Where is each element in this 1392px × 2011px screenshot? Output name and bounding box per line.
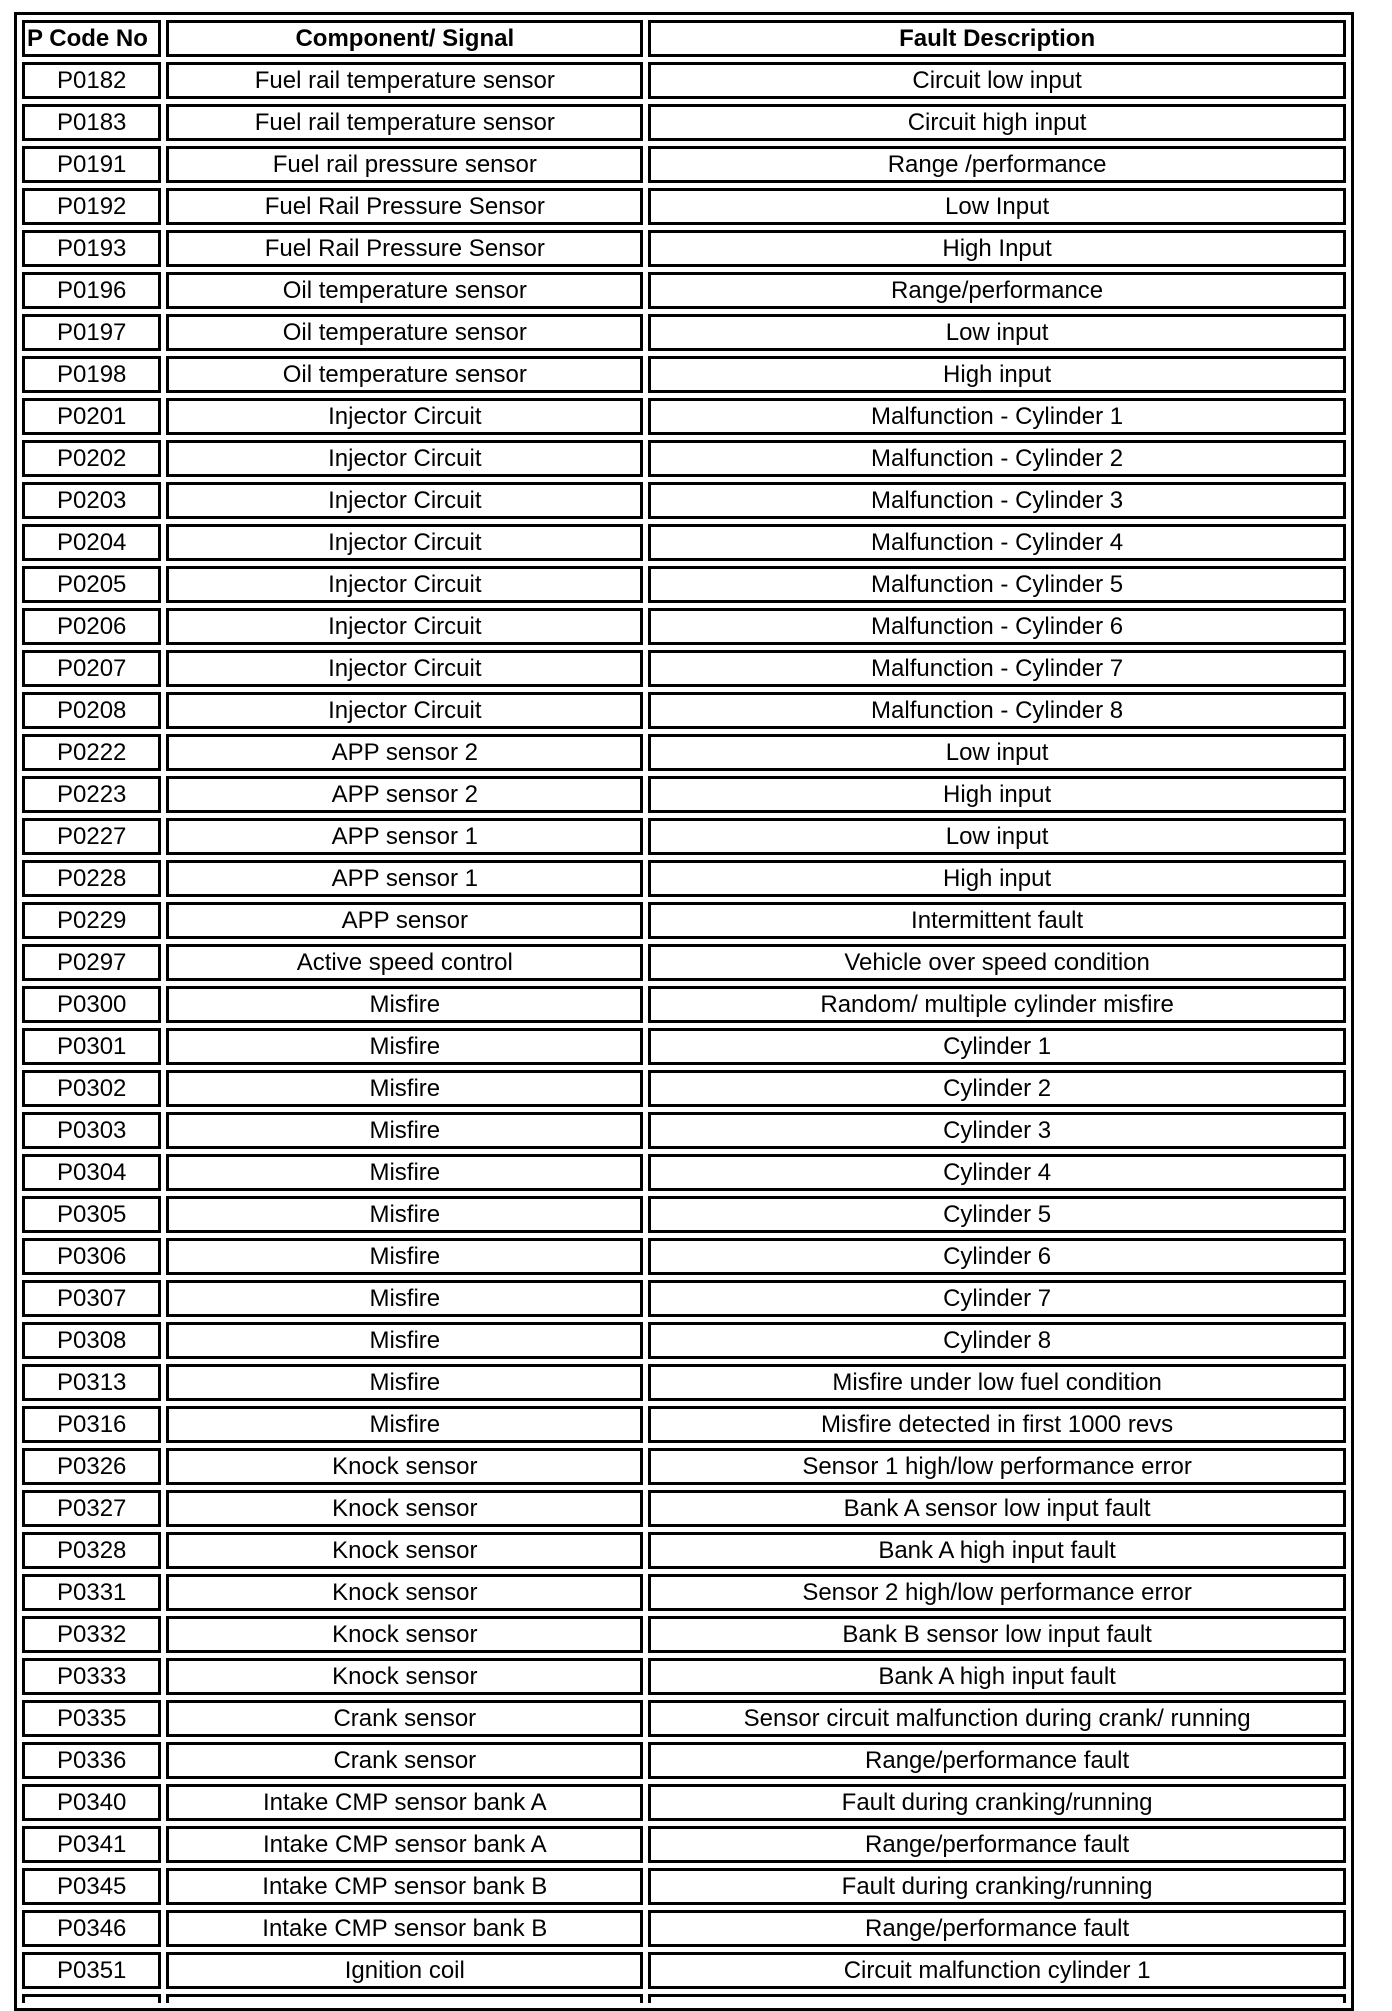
cell-description: Range/performance fault bbox=[648, 1742, 1346, 1779]
table-row bbox=[22, 1700, 1346, 1737]
cell-description: Range /performance bbox=[648, 146, 1346, 183]
cell-component: Injector Circuit bbox=[166, 440, 643, 477]
cell-component: Injector Circuit bbox=[166, 398, 643, 435]
cell-component: Misfire bbox=[166, 1070, 643, 1107]
cell-description: Cylinder 5 bbox=[648, 1196, 1346, 1233]
cell-code: P0307 bbox=[22, 1280, 161, 1317]
table-row bbox=[22, 1826, 1346, 1863]
cell-code: P0332 bbox=[22, 1616, 161, 1653]
cell-description: Malfunction - Cylinder 2 bbox=[648, 440, 1346, 477]
cell-component: Fuel rail temperature sensor bbox=[166, 62, 643, 99]
cell-code: P0340 bbox=[22, 1784, 161, 1821]
table-row bbox=[22, 1742, 1346, 1779]
cell-description: Vehicle over speed condition bbox=[648, 944, 1346, 981]
fault-code-table bbox=[14, 12, 1354, 2011]
cell-code: P0327 bbox=[22, 1490, 161, 1527]
empty-cell bbox=[648, 1994, 1346, 2003]
cell-code: P0203 bbox=[22, 482, 161, 519]
cell-description: High input bbox=[648, 356, 1346, 393]
cell-code: P0228 bbox=[22, 860, 161, 897]
cell-component: Misfire bbox=[166, 1280, 643, 1317]
cell-component: Knock sensor bbox=[166, 1658, 643, 1695]
cell-code: P0206 bbox=[22, 608, 161, 645]
cell-component: Injector Circuit bbox=[166, 608, 643, 645]
cell-description: Bank B sensor low input fault bbox=[648, 1616, 1346, 1653]
table-row bbox=[22, 1490, 1346, 1527]
cell-component: Intake CMP sensor bank B bbox=[166, 1868, 643, 1905]
table-row bbox=[22, 1952, 1346, 1989]
cell-description: Bank A sensor low input fault bbox=[648, 1490, 1346, 1527]
cell-code: P0229 bbox=[22, 902, 161, 939]
cell-component: APP sensor 1 bbox=[166, 860, 643, 897]
cell-description: Low input bbox=[648, 314, 1346, 351]
cell-component: Misfire bbox=[166, 1112, 643, 1149]
table-row bbox=[22, 692, 1346, 729]
table-row bbox=[22, 944, 1346, 981]
cell-description: Malfunction - Cylinder 8 bbox=[648, 692, 1346, 729]
cell-code: P0345 bbox=[22, 1868, 161, 1905]
cell-code: P0306 bbox=[22, 1238, 161, 1275]
table-row bbox=[22, 1784, 1346, 1821]
table-row bbox=[22, 440, 1346, 477]
cell-component: Knock sensor bbox=[166, 1448, 643, 1485]
cell-code: P0183 bbox=[22, 104, 161, 141]
cell-code: P0351 bbox=[22, 1952, 161, 1989]
cell-component: Misfire bbox=[166, 986, 643, 1023]
cell-description: Malfunction - Cylinder 5 bbox=[648, 566, 1346, 603]
cell-component: Misfire bbox=[166, 1154, 643, 1191]
table-row bbox=[22, 482, 1346, 519]
table-row bbox=[22, 188, 1346, 225]
cell-description: Range/performance fault bbox=[648, 1910, 1346, 1947]
cell-code: P0305 bbox=[22, 1196, 161, 1233]
cell-code: P0208 bbox=[22, 692, 161, 729]
cell-description: Fault during cranking/running bbox=[648, 1868, 1346, 1905]
table-row bbox=[22, 1028, 1346, 1065]
cell-code: P0346 bbox=[22, 1910, 161, 1947]
table-row-continuation bbox=[22, 1994, 1346, 2003]
header-component: Component/ Signal bbox=[166, 20, 643, 57]
cell-component: Intake CMP sensor bank B bbox=[166, 1910, 643, 1947]
table-row bbox=[22, 1406, 1346, 1443]
cell-code: P0201 bbox=[22, 398, 161, 435]
table-row bbox=[22, 1910, 1346, 1947]
table-row bbox=[22, 818, 1346, 855]
table-row bbox=[22, 1532, 1346, 1569]
cell-code: P0328 bbox=[22, 1532, 161, 1569]
table-row bbox=[22, 1448, 1346, 1485]
cell-component: Misfire bbox=[166, 1028, 643, 1065]
cell-component: Misfire bbox=[166, 1196, 643, 1233]
cell-component: Fuel rail pressure sensor bbox=[166, 146, 643, 183]
cell-code: P0326 bbox=[22, 1448, 161, 1485]
table-row bbox=[22, 1574, 1346, 1611]
cell-component: Ignition coil bbox=[166, 1952, 643, 1989]
cell-component: Injector Circuit bbox=[166, 482, 643, 519]
cell-code: P0196 bbox=[22, 272, 161, 309]
cell-code: P0205 bbox=[22, 566, 161, 603]
cell-code: P0301 bbox=[22, 1028, 161, 1065]
cell-description: Cylinder 1 bbox=[648, 1028, 1346, 1065]
cell-description: Cylinder 3 bbox=[648, 1112, 1346, 1149]
cell-description: Low Input bbox=[648, 188, 1346, 225]
cell-description: Misfire under low fuel condition bbox=[648, 1364, 1346, 1401]
cell-code: P0207 bbox=[22, 650, 161, 687]
table-row bbox=[22, 650, 1346, 687]
table-row bbox=[22, 1154, 1346, 1191]
cell-description: Sensor 2 high/low performance error bbox=[648, 1574, 1346, 1611]
cell-description: Malfunction - Cylinder 6 bbox=[648, 608, 1346, 645]
cell-component: Misfire bbox=[166, 1238, 643, 1275]
table-row bbox=[22, 1868, 1346, 1905]
cell-code: P0192 bbox=[22, 188, 161, 225]
cell-code: P0182 bbox=[22, 62, 161, 99]
cell-code: P0297 bbox=[22, 944, 161, 981]
cell-description: Circuit high input bbox=[648, 104, 1346, 141]
cell-description: Range/performance fault bbox=[648, 1826, 1346, 1863]
table-body bbox=[22, 62, 1346, 2003]
cell-description: Misfire detected in first 1000 revs bbox=[648, 1406, 1346, 1443]
table-row bbox=[22, 230, 1346, 267]
table-row bbox=[22, 734, 1346, 771]
table-row bbox=[22, 524, 1346, 561]
cell-code: P0223 bbox=[22, 776, 161, 813]
empty-cell bbox=[166, 1994, 643, 2003]
cell-description: Low input bbox=[648, 818, 1346, 855]
cell-description: Cylinder 4 bbox=[648, 1154, 1346, 1191]
cell-code: P0198 bbox=[22, 356, 161, 393]
cell-component: APP sensor 2 bbox=[166, 776, 643, 813]
cell-component: Fuel Rail Pressure Sensor bbox=[166, 230, 643, 267]
cell-description: Bank A high input fault bbox=[648, 1532, 1346, 1569]
cell-code: P0193 bbox=[22, 230, 161, 267]
table-row bbox=[22, 1112, 1346, 1149]
cell-code: P0336 bbox=[22, 1742, 161, 1779]
cell-component: Misfire bbox=[166, 1406, 643, 1443]
cell-description: Low input bbox=[648, 734, 1346, 771]
cell-description: High input bbox=[648, 776, 1346, 813]
table-header-row bbox=[22, 20, 1346, 57]
cell-component: Intake CMP sensor bank A bbox=[166, 1784, 643, 1821]
cell-code: P0341 bbox=[22, 1826, 161, 1863]
cell-code: P0202 bbox=[22, 440, 161, 477]
cell-description: Bank A high input fault bbox=[648, 1658, 1346, 1695]
cell-component: APP sensor 1 bbox=[166, 818, 643, 855]
table-row bbox=[22, 1070, 1346, 1107]
cell-component: APP sensor 2 bbox=[166, 734, 643, 771]
cell-description: Cylinder 7 bbox=[648, 1280, 1346, 1317]
table-row bbox=[22, 314, 1346, 351]
table-row bbox=[22, 272, 1346, 309]
table-row bbox=[22, 1322, 1346, 1359]
cell-code: P0333 bbox=[22, 1658, 161, 1695]
cell-description: Malfunction - Cylinder 4 bbox=[648, 524, 1346, 561]
table-row bbox=[22, 1196, 1346, 1233]
cell-description: Sensor 1 high/low performance error bbox=[648, 1448, 1346, 1485]
table-row bbox=[22, 1658, 1346, 1695]
cell-component: Knock sensor bbox=[166, 1490, 643, 1527]
cell-description: High Input bbox=[648, 230, 1346, 267]
table-row bbox=[22, 1364, 1346, 1401]
cell-component: Injector Circuit bbox=[166, 650, 643, 687]
cell-component: Intake CMP sensor bank A bbox=[166, 1826, 643, 1863]
cell-component: Knock sensor bbox=[166, 1532, 643, 1569]
table-row bbox=[22, 986, 1346, 1023]
table-row bbox=[22, 1616, 1346, 1653]
cell-code: P0300 bbox=[22, 986, 161, 1023]
cell-code: P0303 bbox=[22, 1112, 161, 1149]
table-row bbox=[22, 104, 1346, 141]
cell-description: Range/performance bbox=[648, 272, 1346, 309]
table-row bbox=[22, 776, 1346, 813]
cell-description: Cylinder 8 bbox=[648, 1322, 1346, 1359]
cell-component: Misfire bbox=[166, 1364, 643, 1401]
cell-description: High input bbox=[648, 860, 1346, 897]
table-row bbox=[22, 146, 1346, 183]
table-row bbox=[22, 1280, 1346, 1317]
cell-code: P0222 bbox=[22, 734, 161, 771]
cell-code: P0335 bbox=[22, 1700, 161, 1737]
cell-component: Fuel rail temperature sensor bbox=[166, 104, 643, 141]
cell-component: Knock sensor bbox=[166, 1574, 643, 1611]
cell-description: Sensor circuit malfunction during crank/ running bbox=[648, 1700, 1346, 1737]
cell-code: P0302 bbox=[22, 1070, 161, 1107]
cell-component: Misfire bbox=[166, 1322, 643, 1359]
header-description: Fault Description bbox=[648, 20, 1346, 57]
cell-code: P0304 bbox=[22, 1154, 161, 1191]
cell-component: Active speed control bbox=[166, 944, 643, 981]
cell-component: Oil temperature sensor bbox=[166, 314, 643, 351]
cell-code: P0197 bbox=[22, 314, 161, 351]
table-row bbox=[22, 356, 1346, 393]
cell-code: P0227 bbox=[22, 818, 161, 855]
cell-component: Knock sensor bbox=[166, 1616, 643, 1653]
cell-code: P0316 bbox=[22, 1406, 161, 1443]
cell-component: Injector Circuit bbox=[166, 566, 643, 603]
table-row bbox=[22, 566, 1346, 603]
cell-description: Malfunction - Cylinder 1 bbox=[648, 398, 1346, 435]
cell-component: Oil temperature sensor bbox=[166, 356, 643, 393]
empty-cell bbox=[22, 1994, 161, 2003]
cell-component: Injector Circuit bbox=[166, 692, 643, 729]
table-row bbox=[22, 62, 1346, 99]
cell-component: APP sensor bbox=[166, 902, 643, 939]
cell-code: P0204 bbox=[22, 524, 161, 561]
cell-description: Circuit malfunction cylinder 1 bbox=[648, 1952, 1346, 1989]
cell-code: P0331 bbox=[22, 1574, 161, 1611]
header-code: P Code No bbox=[22, 20, 161, 57]
cell-description: Malfunction - Cylinder 3 bbox=[648, 482, 1346, 519]
cell-component: Crank sensor bbox=[166, 1700, 643, 1737]
cell-component: Crank sensor bbox=[166, 1742, 643, 1779]
table-row bbox=[22, 398, 1346, 435]
cell-code: P0313 bbox=[22, 1364, 161, 1401]
cell-code: P0308 bbox=[22, 1322, 161, 1359]
cell-description: Circuit low input bbox=[648, 62, 1346, 99]
table-row bbox=[22, 608, 1346, 645]
cell-component: Injector Circuit bbox=[166, 524, 643, 561]
table-row bbox=[22, 1238, 1346, 1275]
cell-description: Malfunction - Cylinder 7 bbox=[648, 650, 1346, 687]
cell-description: Cylinder 2 bbox=[648, 1070, 1346, 1107]
cell-code: P0191 bbox=[22, 146, 161, 183]
cell-component: Fuel Rail Pressure Sensor bbox=[166, 188, 643, 225]
table-row bbox=[22, 902, 1346, 939]
cell-description: Fault during cranking/running bbox=[648, 1784, 1346, 1821]
cell-description: Random/ multiple cylinder misfire bbox=[648, 986, 1346, 1023]
cell-component: Oil temperature sensor bbox=[166, 272, 643, 309]
table-row bbox=[22, 860, 1346, 897]
cell-description: Intermittent fault bbox=[648, 902, 1346, 939]
cell-description: Cylinder 6 bbox=[648, 1238, 1346, 1275]
